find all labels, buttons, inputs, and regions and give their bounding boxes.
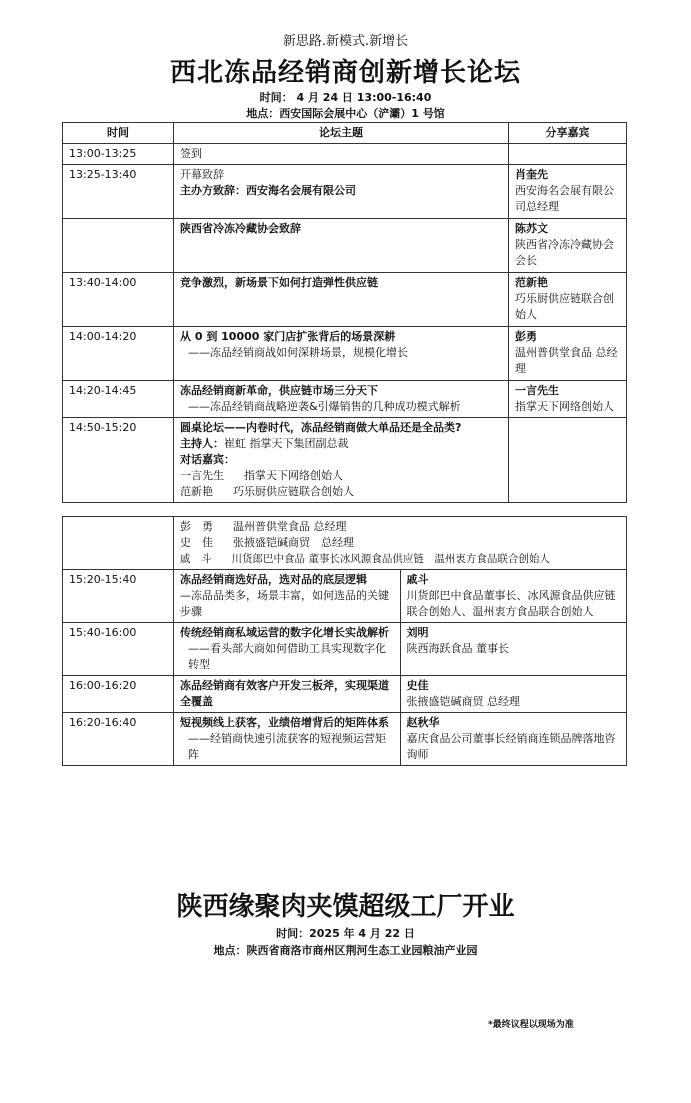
row-topic (174, 676, 401, 713)
table-row (63, 327, 627, 381)
forum-place (0, 105, 691, 121)
row-topic (174, 418, 509, 503)
header-topic: 论坛主题 (174, 123, 509, 144)
row-time: 16:20-16:40 (63, 713, 174, 766)
topic-subline: ——冻品经销商战略逆袭&引爆销售的几种成功模式解析 (188, 400, 461, 413)
speaker-name: 赵秋华 (406, 716, 440, 729)
guest-line (180, 468, 502, 484)
row-speaker (400, 713, 627, 766)
row-topic (174, 570, 401, 623)
time-label: 时间： (276, 927, 310, 940)
guest-title: 温州普供堂食品 总经理 (233, 520, 347, 533)
guest-line (180, 535, 620, 551)
table-row (63, 570, 627, 623)
place-value: 西安国际会展中心（浐灞）1 号馆 (279, 107, 445, 120)
topic-line: 从 0 到 10000 家门店扩张背后的场景深耕 (180, 330, 396, 343)
forum-slogan: 新思路.新模式.新增长 (282, 34, 409, 49)
table-row (63, 418, 627, 503)
event2-time (0, 925, 691, 941)
speaker-title: 张掖盛铠碱商贸 总经理 (406, 695, 520, 708)
speaker-title: 嘉庆食品公司董事长经销商连锁品牌落地咨询师 (406, 732, 616, 761)
guest-name: 戚 斗 (180, 553, 212, 565)
topic-line: 主办方致辞：西安海名会展有限公司 (180, 184, 356, 197)
guest-title: 指掌天下网络创始人 (244, 469, 343, 482)
row-topic (174, 327, 509, 381)
row-topic (174, 165, 509, 219)
row-speaker (509, 144, 627, 165)
row-time: 15:40-16:00 (63, 623, 174, 676)
guest-name: 史 佳 (180, 536, 213, 549)
guest-name: 彭 勇 (180, 520, 213, 533)
guest-line (180, 551, 620, 567)
time-label: 时间： (259, 91, 293, 104)
row-topic (174, 517, 627, 570)
forum-title: 西北冻品经销商创新增长论坛 (169, 58, 521, 88)
speaker-name: 陈苏文 (515, 222, 548, 235)
speaker-title: 巧乐厨供应链联合创始人 (515, 292, 614, 321)
row-topic (174, 713, 401, 766)
speaker-name: 戚斗 (406, 573, 429, 586)
table-row (63, 713, 627, 766)
row-time: 14:20-14:45 (63, 381, 174, 418)
guest-name: 一言先生 (180, 469, 224, 482)
topic-line: 冻品经销商新革命，供应链市场三分天下 (180, 384, 378, 397)
topic-subline: ——冻品经销商战如何深耕场景，规模化增长 (188, 346, 408, 359)
row-time: 13:40-14:00 (63, 273, 174, 327)
header-speaker: 分享嘉宾 (509, 123, 627, 144)
guest-line (180, 519, 620, 535)
event2-title: 陕西缘聚肉夹馍超级工厂开业 (176, 892, 515, 922)
guest-line (180, 484, 502, 500)
place-label: 地点： (246, 107, 280, 120)
table-row (63, 623, 627, 676)
row-speaker (509, 327, 627, 381)
row-speaker (509, 219, 627, 273)
row-time (63, 219, 174, 273)
speaker-name: 肖奎先 (515, 168, 548, 181)
guest-title: 张掖盛铠碱商贸 总经理 (233, 536, 354, 549)
place-value: 陕西省商洛市商州区荆河生态工业园粮油产业园 (246, 944, 478, 957)
guest-title: 川货郎巴中食品 董事长冰风源食品供应链 温州衷方食品联合创始人 (231, 553, 550, 565)
guests-label: 对话嘉宾： (180, 453, 235, 466)
topic-line: 传统经销商私域运营的数字化增长实战解析 (180, 626, 389, 639)
row-time: 16:00-16:20 (63, 676, 174, 713)
speaker-name: 史佳 (406, 679, 429, 692)
speaker-name: 刘明 (406, 626, 429, 639)
speaker-name: 一言先生 (515, 384, 559, 397)
header-time: 时间 (63, 123, 174, 144)
forum-time (0, 89, 691, 105)
topic-line: 陕西省冷冻冷藏协会致辞 (180, 222, 301, 235)
table-row (63, 273, 627, 327)
row-time: 13:25-13:40 (63, 165, 174, 219)
row-speaker (509, 273, 627, 327)
row-speaker (400, 623, 627, 676)
place-label: 地点： (213, 944, 247, 957)
table-row (63, 219, 627, 273)
table-row (63, 676, 627, 713)
speaker-name: 范新艳 (515, 276, 548, 289)
topic-subline: ——经销商快速引流获客的短视频运营矩阵 (188, 732, 386, 761)
row-speaker (400, 676, 627, 713)
topic-line: 短视频线上获客，业绩倍增背后的矩阵体系 (180, 716, 389, 729)
row-time: 15:20-15:40 (63, 570, 174, 623)
host-label: 主持人： (180, 437, 224, 450)
row-topic (174, 381, 509, 418)
topic-line: 冻品经销商选好品，选对品的底层逻辑 (180, 573, 367, 586)
guest-title: 巧乐厨供应链联合创始人 (233, 485, 354, 498)
row-topic (174, 623, 401, 676)
row-time: 14:00-14:20 (63, 327, 174, 381)
table-row (63, 381, 627, 418)
table-row (63, 144, 627, 165)
topic-subline: —冻品品类多，场景丰富，如何选品的关键步骤 (180, 589, 389, 618)
host-value: 崔虹 指掌天下集团副总裁 (224, 437, 349, 450)
host-line (180, 436, 502, 452)
speaker-title: 陕西省冷冻冷藏协会会长 (515, 238, 614, 267)
row-time: 14:50-15:20 (63, 418, 174, 503)
row-speaker (509, 381, 627, 418)
schedule-table-continued (62, 516, 627, 766)
row-topic: 签到 (174, 144, 509, 165)
topic-line: 冻品经销商有效客户开发三板斧，实现渠道全覆盖 (180, 679, 389, 708)
table-row (63, 165, 627, 219)
event2-place (0, 942, 691, 958)
row-time: 13:00-13:25 (63, 144, 174, 165)
row-speaker (509, 165, 627, 219)
schedule-table (62, 122, 627, 503)
speaker-name: 彭勇 (515, 330, 537, 343)
table-row (63, 517, 627, 570)
row-topic (174, 219, 509, 273)
topic-line: 圆桌论坛——内卷时代，冻品经销商做大单品还是全品类? (180, 421, 462, 434)
time-value: 2025 年 4 月 22 日 (309, 927, 415, 940)
topic-line: 开幕致辞 (180, 168, 224, 181)
row-speaker (400, 570, 627, 623)
row-speaker (509, 418, 627, 503)
topic-subline: ——看头部大商如何借助工具实现数字化转型 (188, 642, 386, 671)
topic-line: 竞争激烈，新场景下如何打造弹性供应链 (180, 276, 378, 289)
footnote: *最终议程以现场为准 (488, 1020, 574, 1030)
row-topic (174, 273, 509, 327)
speaker-title: 川货郎巴中食品董事长、冰风源食品供应链联合创始人、温州衷方食品联合创始人 (406, 589, 616, 618)
time-value: 4 月 24 日 13:00-16:40 (296, 91, 432, 104)
speaker-title: 陕西海跃食品 董事长 (406, 642, 509, 655)
speaker-title: 温州普供堂食品 总经理 (515, 346, 618, 375)
speaker-title: 指掌天下网络创始人 (515, 400, 614, 413)
guest-name: 范新艳 (180, 485, 213, 498)
row-time (63, 517, 174, 570)
speaker-title: 西安海名会展有限公司总经理 (515, 184, 614, 213)
table-header-row (63, 123, 627, 144)
